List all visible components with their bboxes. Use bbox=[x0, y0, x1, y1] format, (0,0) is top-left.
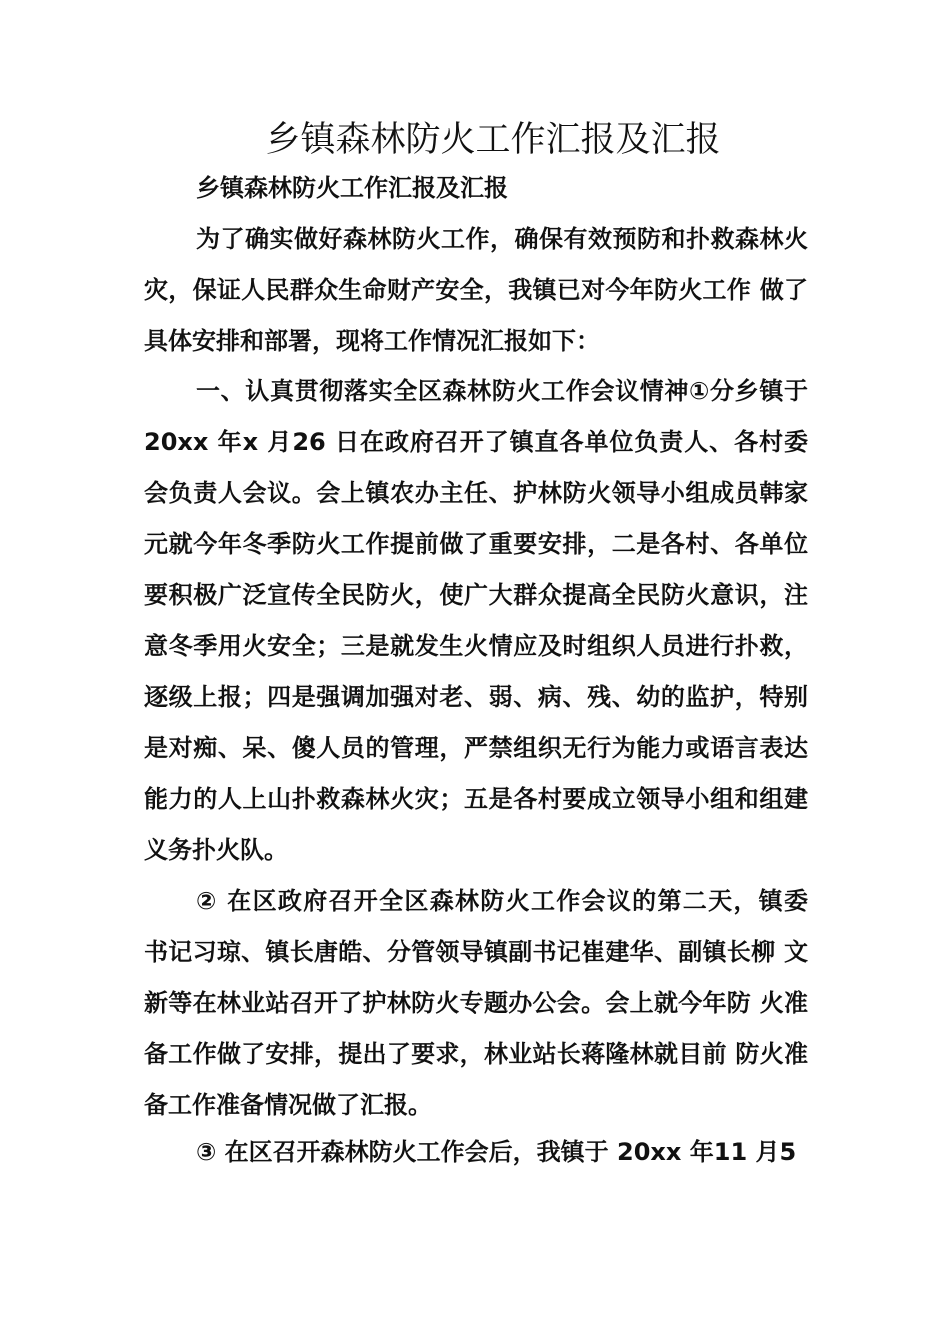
paragraph-item-two: ② 在区政府召开全区森林防火工作会议的第二天，镇委 书记习琼、镇长唐皓、分管领导镇副书记崔建华、副镇长柳 文新等在林业站召开了护林防火专题办公会。会上就今年防 火准备工作做了安排，提出了要求，林业站长蒋隆林就目前 防火准备工作准备情况做了汇报。 bbox=[144, 887, 808, 1119]
document-subtitle: 乡镇森林防火工作汇报及汇报 bbox=[196, 174, 508, 202]
document-title: 乡镇森林防火工作汇报及汇报 bbox=[265, 120, 721, 160]
paragraph-intro: 为了确实做好森林防火工作，确保有效预防和扑救森林火灾，保证人民群众生命财产安全，我镇已对今年防火工作 做了具体安排和部署，现将工作情况汇报如下： bbox=[144, 225, 808, 355]
paragraph-section-one: 一、认真贯彻落实全区森林防火工作会议情神①分乡镇于20xx 年x 月26 日在政府召开了镇直各单位负责人、各村委会负责人会议。会上镇农办主任、护林防火领导小组成员韩家元就今年冬季防火工作提前做了重要安排，二是各村、各单位要积极广泛宣传全民防火，使广大群众提高全民防火意识，注意冬季用火安全；三是就发生火情应及时组织人员进行扑救，逐级上报；四是强调加强对老、弱、病、残、幼的监护，特别是对痴、呆、傻人员的管理，严禁组织无行为能力或语言表达能力的人上山扑救森林火灾；五是各村要成立领导小组和组建义务扑火队。 bbox=[144, 377, 808, 864]
paragraph-item-three: ③ 在区召开森林防火工作会后，我镇于 20xx 年11 月5 bbox=[196, 1138, 797, 1166]
